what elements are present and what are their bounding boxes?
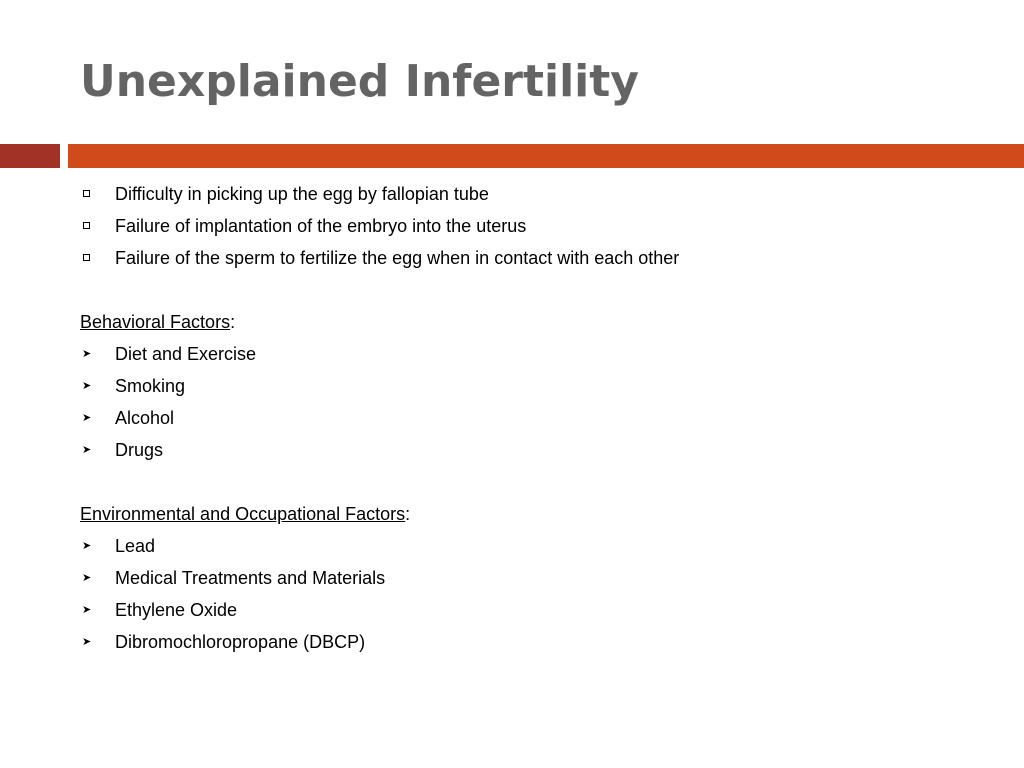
arrow-bullet-icon: ➤ — [82, 348, 92, 360]
behavioral-heading: Behavioral Factors — [80, 312, 231, 332]
list-item-text: Alcohol — [115, 408, 175, 428]
title-rule-left — [0, 144, 60, 168]
slide-title: Unexplained Infertility — [80, 56, 639, 107]
arrow-bullet-icon: ➤ — [82, 540, 92, 552]
list-item — [80, 626, 1000, 658]
square-bullet-icon — [80, 178, 104, 210]
spacer — [80, 466, 1000, 498]
section-heading-behavioral — [80, 306, 1000, 338]
list-item — [80, 370, 1000, 402]
section-heading-environmental — [80, 498, 1000, 530]
list-item-text: Lead — [115, 536, 156, 556]
spacer — [80, 274, 1000, 306]
list-item-text: Difficulty in picking up the egg by fallopian tube — [115, 184, 489, 204]
environmental-heading: Environmental and Occupational Factors — [80, 504, 406, 524]
arrow-bullet-icon: ➤ — [82, 380, 92, 392]
list-item-text: Diet and Exercise — [115, 344, 257, 364]
arrow-bullet-icon: ➤ — [82, 572, 92, 584]
title-rule-right — [68, 144, 1024, 168]
list-item-text: Smoking — [115, 376, 186, 396]
list-item-text: Failure of the sperm to fertilize the egg when in contact with each other — [115, 248, 680, 268]
square-bullet-icon — [80, 242, 104, 274]
square-bullet-icon — [80, 210, 104, 242]
arrow-bullet-icon: ➤ — [82, 444, 92, 456]
list-item-text: Dibromochloropropane (DBCP) — [115, 632, 366, 652]
heading-colon: : — [405, 504, 411, 524]
arrow-bullet-icon: ➤ — [82, 412, 92, 424]
list-item — [80, 178, 1000, 210]
slide-body — [80, 178, 1000, 658]
arrow-bullet-icon: ➤ — [82, 604, 92, 616]
list-item-text: Medical Treatments and Materials — [115, 568, 386, 588]
list-item — [80, 338, 1000, 370]
list-item — [80, 210, 1000, 242]
heading-colon: : — [230, 312, 236, 332]
list-item-text: Ethylene Oxide — [115, 600, 238, 620]
list-item — [80, 530, 1000, 562]
list-item — [80, 562, 1000, 594]
list-item — [80, 242, 1000, 274]
list-item — [80, 594, 1000, 626]
list-item-text: Failure of implantation of the embryo into the uterus — [115, 216, 527, 236]
arrow-bullet-icon: ➤ — [82, 636, 92, 648]
list-item — [80, 434, 1000, 466]
list-item-text: Drugs — [115, 440, 164, 460]
list-item — [80, 402, 1000, 434]
